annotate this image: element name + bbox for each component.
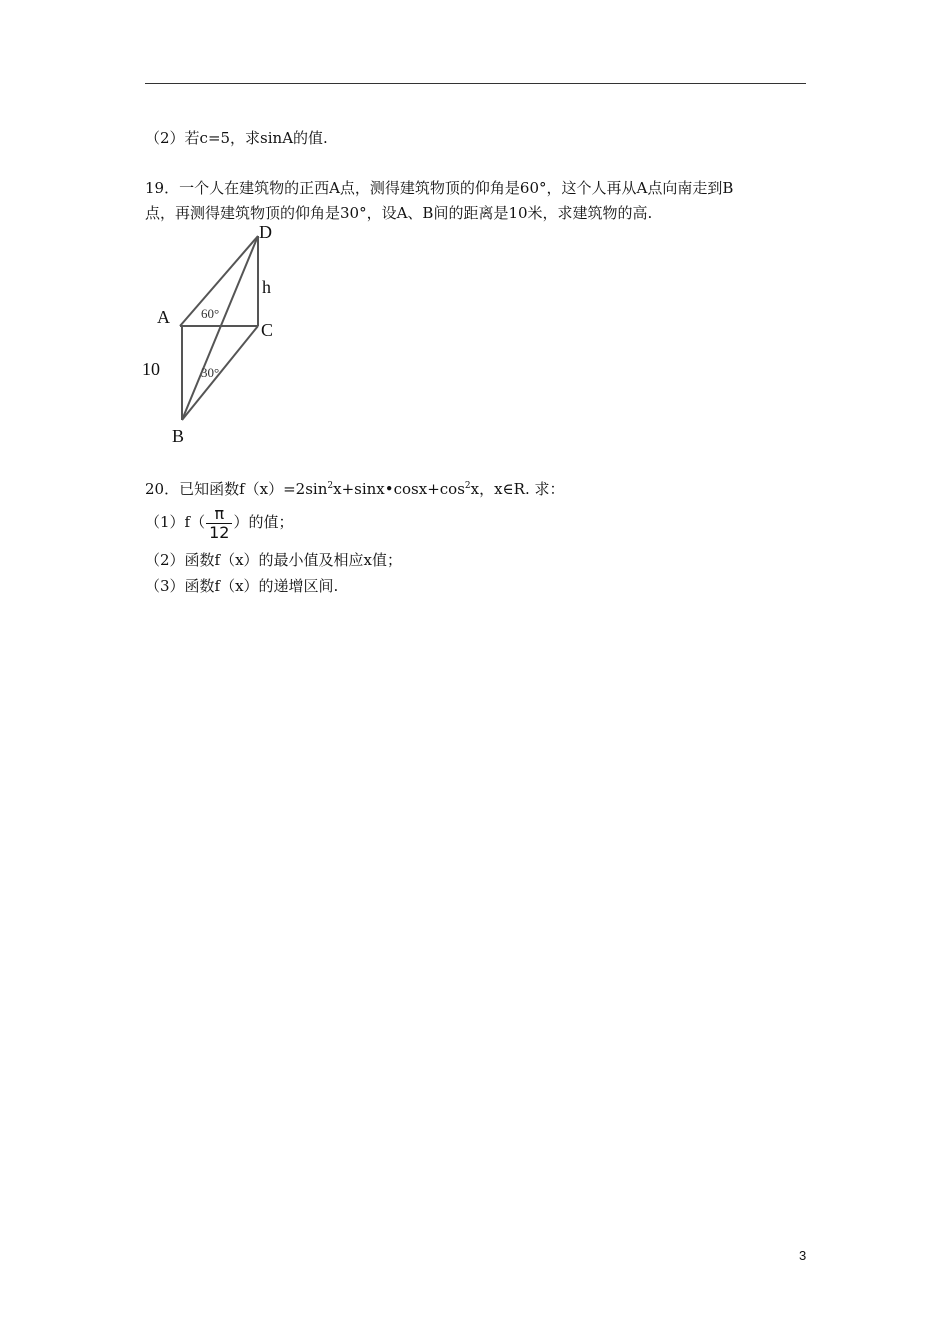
q20-stem (145, 476, 564, 499)
angle-60-label: 60° (201, 306, 220, 321)
segment-bc (182, 326, 258, 420)
q20-part1 (145, 500, 293, 544)
fraction-numerator: π (206, 505, 232, 524)
segment-bd (182, 236, 258, 420)
page-number: 3 (799, 1248, 807, 1263)
q19-line2: 点，再测得建筑物顶的仰角是30°，设A、B间的距离是10米，求建筑物的高. (145, 204, 653, 222)
fraction-denominator: 12 (209, 522, 230, 542)
angle-30-label: 30° (201, 365, 220, 380)
q18-part2: （2）若c=5，求sinA的值. (145, 129, 328, 147)
q20-stem-b: x+sinx•cosx+cos (333, 480, 465, 498)
q20-stem-sup1: 2 (327, 481, 334, 491)
label-h: h (262, 277, 271, 297)
q20-stem-c: x，x∈R. 求： (470, 480, 565, 498)
q19-line1: 19．一个人在建筑物的正西A点，测得建筑物顶的仰角是60°，这个人再从A点向南走到B (145, 179, 734, 197)
q19-figure (140, 218, 300, 448)
label-b: B (172, 426, 185, 446)
q20-stem-sup2: 2 (464, 481, 471, 491)
q20-part1-b: ）的值； (233, 513, 294, 531)
label-a: A (157, 307, 170, 327)
q20-stem-a: 20．已知函数f（x）=2sin (145, 480, 328, 498)
label-c: C (261, 320, 274, 340)
label-d: D (259, 222, 272, 242)
label-10: 10 (142, 359, 160, 379)
header-rule (145, 83, 806, 84)
q20-part3: （3）函数f（x）的递增区间. (145, 577, 339, 595)
q20-part1-a: （1）f（ (145, 513, 206, 531)
q20-part2: （2）函数f（x）的最小值及相应x值； (145, 551, 403, 569)
pi-over-12-fraction (206, 505, 232, 542)
